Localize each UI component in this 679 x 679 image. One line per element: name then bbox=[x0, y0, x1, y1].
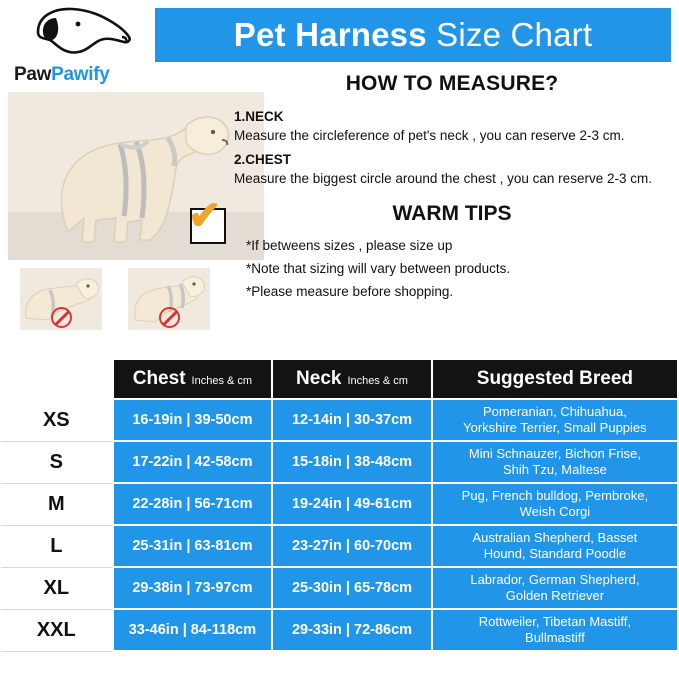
cell-neck: 29-33in | 72-86cm bbox=[272, 609, 432, 651]
table-header-chest-label: Chest bbox=[132, 368, 186, 389]
table-row bbox=[1, 567, 678, 609]
cell-size: S bbox=[1, 441, 113, 483]
forbidden-icon bbox=[51, 307, 72, 328]
cell-neck: 12-14in | 30-37cm bbox=[272, 399, 432, 441]
dog-head-icon bbox=[32, 6, 132, 67]
cell-size: L bbox=[1, 525, 113, 567]
warm-tips-title: WARM TIPS bbox=[392, 202, 512, 225]
cell-size: M bbox=[1, 483, 113, 525]
tip-item: *If betweens sizes , please size up bbox=[246, 238, 453, 253]
table-row bbox=[1, 609, 678, 651]
page-title-light: Size Chart bbox=[436, 16, 593, 53]
incorrect-fit-photo-2 bbox=[128, 268, 210, 330]
table-header-chest-units: Inches & cm bbox=[191, 375, 253, 387]
how-to-measure-title: HOW TO MEASURE? bbox=[345, 72, 559, 95]
table-row bbox=[1, 399, 678, 441]
cell-neck: 25-30in | 65-78cm bbox=[272, 567, 432, 609]
cell-neck: 15-18in | 38-48cm bbox=[272, 441, 432, 483]
table-header-breed bbox=[432, 359, 678, 399]
cell-size: XXL bbox=[1, 609, 113, 651]
table-header-neck bbox=[272, 359, 432, 399]
cell-chest: 16-19in | 39-50cm bbox=[113, 399, 273, 441]
cell-chest: 33-46in | 84-118cm bbox=[113, 609, 273, 651]
table-header-chest bbox=[113, 359, 273, 399]
page-title-bold: Pet Harness bbox=[233, 16, 427, 53]
table-row bbox=[1, 525, 678, 567]
table-row bbox=[1, 483, 678, 525]
forbidden-icon bbox=[159, 307, 180, 328]
brand-name bbox=[14, 64, 110, 86]
page-title bbox=[234, 16, 592, 54]
page-header bbox=[155, 8, 671, 62]
measure-steps bbox=[232, 109, 672, 186]
cell-chest: 25-31in | 63-81cm bbox=[113, 525, 273, 567]
brand-name-dark: Paw bbox=[14, 64, 52, 85]
cell-breed: Labrador, German Shepherd, Golden Retriever bbox=[432, 567, 678, 609]
brand-logo bbox=[10, 6, 150, 86]
cell-neck: 19-24in | 49-61cm bbox=[272, 483, 432, 525]
cell-breed: Australian Shepherd, Basset Hound, Standard Poodle bbox=[432, 525, 678, 567]
measure-step-body: Measure the circleference of pet's neck , you can reserve 2-3 cm. bbox=[234, 128, 625, 143]
cell-chest: 17-22in | 42-58cm bbox=[113, 441, 273, 483]
brand-name-blue: Pawify bbox=[51, 64, 110, 85]
cell-breed: Mini Schnauzer, Bichon Frise, Shih Tzu, Maltese bbox=[432, 441, 678, 483]
table-header-size bbox=[1, 359, 113, 399]
incorrect-fit-photo-1 bbox=[20, 268, 102, 330]
table-header-neck-label: Neck bbox=[296, 368, 342, 389]
cell-size: XS bbox=[1, 399, 113, 441]
tip-item: *Please measure before shopping. bbox=[246, 284, 454, 299]
table-body bbox=[1, 399, 678, 651]
instructions-column bbox=[232, 72, 672, 307]
cell-breed: Rottweiler, Tibetan Mastiff, Bullmastiff bbox=[432, 609, 678, 651]
cell-breed: Pomeranian, Chihuahua, Yorkshire Terrier, Small Puppies bbox=[432, 399, 678, 441]
cell-neck: 23-27in | 60-70cm bbox=[272, 525, 432, 567]
cell-size: XL bbox=[1, 567, 113, 609]
check-icon: ✔ bbox=[188, 194, 222, 238]
tip-item: *Note that sizing will vary between products. bbox=[246, 261, 511, 276]
size-table bbox=[0, 358, 679, 652]
cell-breed: Pug, French bulldog, Pembroke, Weish Corgi bbox=[432, 483, 678, 525]
table-row bbox=[1, 441, 678, 483]
table-header-breed-label: Suggested Breed bbox=[476, 368, 634, 389]
measure-step-head: 2.CHEST bbox=[234, 152, 292, 167]
measure-step-head: 1.NECK bbox=[234, 109, 284, 124]
table-header-row bbox=[1, 359, 678, 399]
table-header-neck-units: Inches & cm bbox=[347, 375, 408, 387]
cell-chest: 29-38in | 73-97cm bbox=[113, 567, 273, 609]
measure-step-body: Measure the biggest circle around the chest , you can reserve 2-3 cm. bbox=[234, 171, 652, 186]
cell-chest: 22-28in | 56-71cm bbox=[113, 483, 273, 525]
